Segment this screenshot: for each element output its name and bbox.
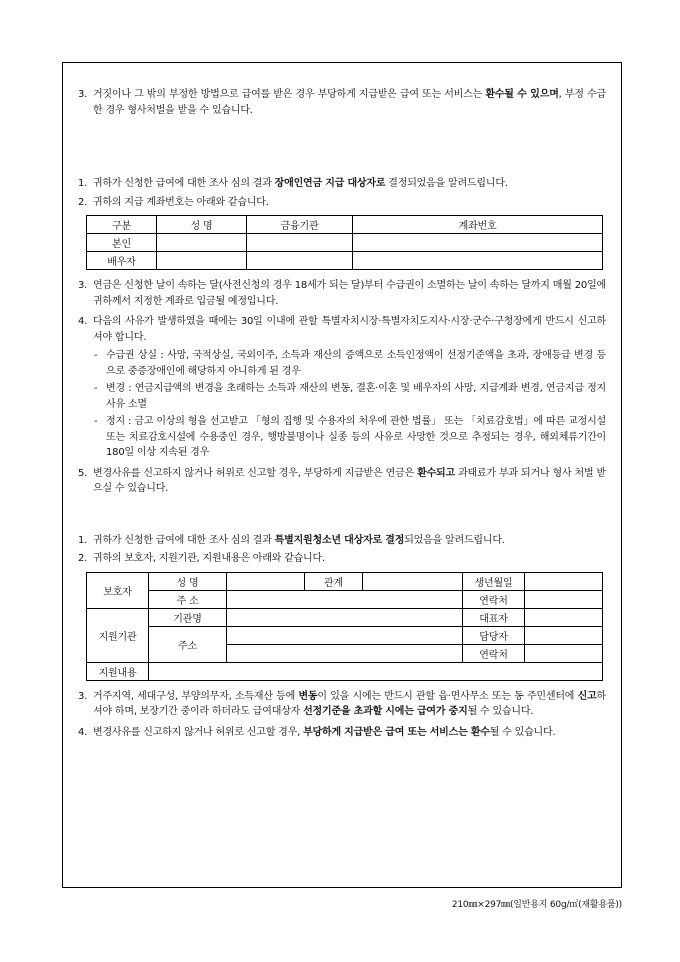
item-text xyxy=(93,278,606,309)
text-segment-bold: 변동 xyxy=(298,690,318,702)
item-text xyxy=(93,87,606,118)
column-header-category: 구분 xyxy=(87,216,157,234)
org-manager-label: 담당자 xyxy=(463,626,525,644)
text-segment: 거주지역, 세대구성, 부양의무자, 소득재산 등에 xyxy=(93,690,299,702)
row-label-self: 본인 xyxy=(87,234,157,252)
text-segment: 귀하의 보호자, 지원기관, 지원내용은 아래와 같습니다. xyxy=(93,553,325,564)
text-segment: 결정되었음을 알려드립니다. xyxy=(385,178,508,189)
notice-item xyxy=(78,689,606,720)
text-segment: 될 수 있습니다. xyxy=(467,706,534,717)
notice-item xyxy=(78,466,606,497)
column-header-account-number: 계좌번호 xyxy=(353,216,603,234)
org-contact-label: 연락처 xyxy=(463,644,525,662)
guardian-address-label: 주 소 xyxy=(149,590,227,608)
sub-item-suspension xyxy=(94,414,606,461)
text-segment: 다음의 사유가 발생하였을 때에는 30일 이내에 관할 특별자치시장·특별자치도지사·시장·군수·구청장에게 반드시 신고하셔야 합니다. xyxy=(93,316,606,343)
text-segment: 되었음을 알려드립니다. xyxy=(404,534,505,546)
item-text xyxy=(93,176,606,192)
item-number: 1. xyxy=(78,178,88,189)
notice-item xyxy=(78,176,606,192)
table-header-row xyxy=(87,216,603,234)
item-number: 3. xyxy=(78,89,88,100)
org-name-cell xyxy=(227,608,463,626)
dash-bullet: - xyxy=(94,416,98,427)
dash-bullet: - xyxy=(94,350,98,361)
name-cell xyxy=(157,234,247,252)
column-header-bank: 금융기관 xyxy=(247,216,353,234)
item-text xyxy=(93,689,606,720)
item-number: 4. xyxy=(78,316,88,327)
table-row xyxy=(87,608,603,626)
text-segment: 변경 : 연금지급액의 변경을 초래하는 소득과 재산의 변동, 결혼·이혼 및 배우자의 사망, 지급계좌 변경, 연금지급 정지사유 소멸 xyxy=(106,383,606,410)
text-segment-bold: 특별지원청소년 대상자로 결정 xyxy=(274,534,405,546)
table-row xyxy=(87,234,603,252)
text-segment: 귀하가 신청한 급여에 대한 조사 심의 결과 xyxy=(93,534,275,546)
notice-item xyxy=(78,551,606,567)
guardian-contact-cell xyxy=(525,590,603,608)
text-segment: 귀하가 신청한 급여에 대한 조사 심의 결과 xyxy=(93,178,275,189)
item-number: 5. xyxy=(78,467,88,479)
org-name-label: 기관명 xyxy=(149,608,227,626)
row-label-spouse: 배우자 xyxy=(87,252,157,270)
text-segment-bold: 부당하게 지급받은 급여 또는 서비스는 환수 xyxy=(303,726,490,738)
text-segment: 귀하의 지급 계좌번호는 아래와 같습니다. xyxy=(93,196,269,208)
item-text xyxy=(93,533,606,549)
table-row xyxy=(87,572,603,590)
name-cell xyxy=(157,252,247,270)
org-manager-cell xyxy=(525,626,603,644)
support-content-label: 지원내용 xyxy=(87,662,149,680)
text-segment: 수급권 상실 : 사망, 국적상실, 국외이주, 소득과 재산의 증액으로 소득인정액이 선정기준액을 초과, 장애등급 변경 등으로 중증장애인에 해당하지 아니하게 된 경우 xyxy=(106,350,606,377)
account-cell xyxy=(353,234,603,252)
text-segment-bold: 환수될 수 있으며 xyxy=(485,89,559,100)
item-text xyxy=(106,348,606,379)
text-segment: 하셔야 하며, 보장기간 중이라 하더라도 급여대상자 xyxy=(93,690,607,717)
guardian-address-cell xyxy=(227,590,463,608)
notice-item xyxy=(78,195,606,211)
text-segment: 거짓이나 그 밖의 부정한 방법으로 급여를 받은 경우 부당하게 지급받은 급여 또는 서비스는 xyxy=(93,89,486,100)
notice-item xyxy=(78,533,606,549)
notice-form-border xyxy=(62,62,622,888)
org-head-label: 대표자 xyxy=(463,608,525,626)
support-content-cell xyxy=(149,662,603,680)
paper-size-note: 210㎜×297㎜(일반용지 60g/㎡(재활용품)) xyxy=(451,900,622,910)
table-row xyxy=(87,590,603,608)
relation-label: 관계 xyxy=(305,572,363,590)
guardian-name-cell xyxy=(227,572,305,590)
sub-item-loss-of-entitlement xyxy=(94,348,606,379)
text-segment-bold: 선정기준을 초과할 시에는 급여가 중지 xyxy=(303,706,468,717)
text-segment: 정지 : 금고 이상의 형을 선고받고 「형의 집행 및 수용자의 처우에 관한 법률」 또는 「치료감호법」에 따른 교정시설 또는 치료감호시설에 수용중인 경우, 행방불명이나 실종 등의 사유로 사망한 것으로 추정되는 경우, 해외체류기간이 180일 이상 지속된 경우 xyxy=(106,416,606,458)
birthdate-label: 생년월일 xyxy=(463,572,525,590)
support-info-table xyxy=(86,572,603,681)
bank-cell xyxy=(247,234,353,252)
text-segment-bold: 환수되고 xyxy=(417,467,455,479)
text-segment: 변경사유를 신고하지 않거나 허위로 신고할 경우, xyxy=(93,726,304,738)
item-number: 4. xyxy=(78,726,88,738)
text-segment: 변경사유를 신고하지 않거나 허위로 신고할 경우, 부당하게 지급받은 연금은 xyxy=(93,467,418,479)
item-number: 3. xyxy=(78,690,88,702)
section-youth-support-decision xyxy=(78,533,606,741)
notice-item xyxy=(78,314,606,345)
guardian-label: 보호자 xyxy=(87,572,149,608)
item-text xyxy=(106,381,606,412)
item-number: 2. xyxy=(78,196,88,208)
section-general-warning xyxy=(78,87,606,118)
text-segment-bold: 신고 xyxy=(577,690,597,702)
notice-item xyxy=(78,725,606,741)
guardian-contact-label: 연락처 xyxy=(463,590,525,608)
org-address-cell xyxy=(227,626,463,644)
notice-item xyxy=(78,87,606,118)
table-row xyxy=(87,252,603,270)
text-segment: 연금은 신청한 날이 속하는 달(사전신청의 경우 18세가 되는 달)부터 수급권이 소멸하는 날이 속하는 달까지 매월 20일에 귀하께서 지정한 계좌로 입금될 예정입니다. xyxy=(93,280,606,307)
item-text xyxy=(93,725,606,741)
support-org-label: 지원기관 xyxy=(87,608,149,662)
text-segment: 이 있을 시에는 반드시 관할 읍·면사무소 또는 동 주민센터에 xyxy=(317,690,578,702)
payment-account-table xyxy=(86,215,603,270)
account-cell xyxy=(353,252,603,270)
item-text xyxy=(93,314,606,345)
org-address-cell2 xyxy=(227,644,463,662)
org-contact-cell xyxy=(525,644,603,662)
item-text xyxy=(93,195,606,211)
text-segment: 과태료가 부과 되거나 형사 처벌 받으실 수 있습니다. xyxy=(93,467,606,494)
item-text xyxy=(106,414,606,461)
column-header-name: 성 명 xyxy=(157,216,247,234)
item-number: 1. xyxy=(78,534,88,546)
birthdate-cell xyxy=(525,572,603,590)
text-segment: , 부정 수급한 경우 형사처벌을 받을 수 있습니다. xyxy=(93,89,606,116)
org-address-label: 주소 xyxy=(149,626,227,662)
notice-item xyxy=(78,278,606,309)
table-row xyxy=(87,626,603,644)
item-number: 2. xyxy=(78,553,88,564)
item-text xyxy=(93,551,606,567)
org-head-cell xyxy=(525,608,603,626)
dash-bullet: - xyxy=(94,383,98,394)
sub-item-change xyxy=(94,381,606,412)
section-pension-decision xyxy=(78,176,606,497)
relation-cell xyxy=(363,572,463,590)
text-segment: 될 수 있습니다. xyxy=(489,726,556,738)
guardian-name-label: 성 명 xyxy=(149,572,227,590)
table-row xyxy=(87,662,603,680)
bank-cell xyxy=(247,252,353,270)
item-number: 3. xyxy=(78,280,88,291)
item-text xyxy=(93,466,606,497)
text-segment-bold: 장애인연금 지급 대상자로 xyxy=(274,178,386,189)
